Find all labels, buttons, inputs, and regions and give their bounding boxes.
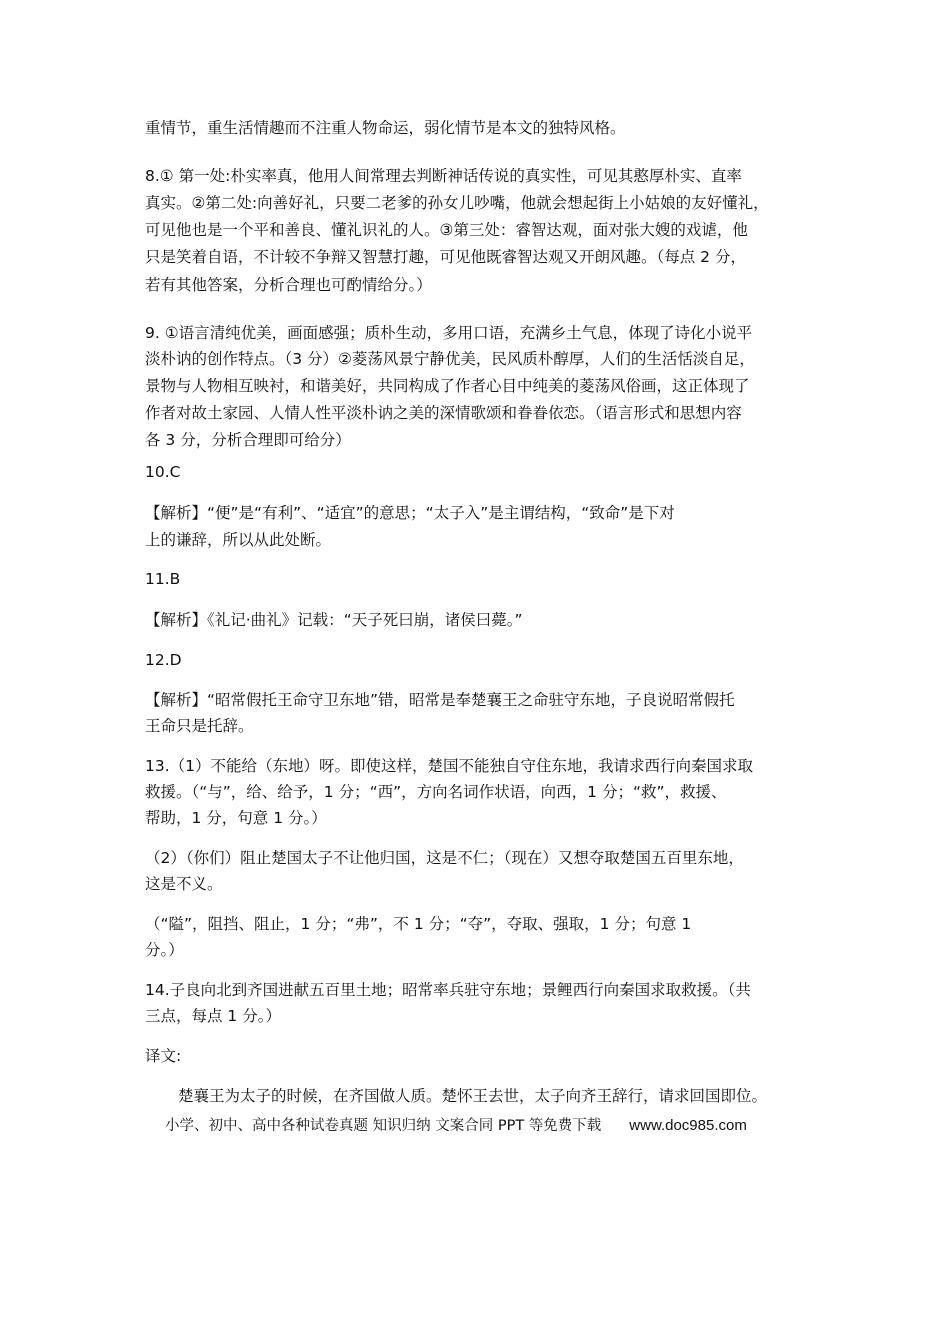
answer-12: 12.D [145,651,182,669]
answer-13-2-line: 这是不义。 [145,875,223,893]
answer-9-line: 各 3 分，分析合理即可给分） [145,431,351,449]
answer-8-line: 真实。②第二处:向善好礼，只要二老爹的孙女儿吵嘴，他就会想起街上小姑娘的友好懂礼， [145,194,769,212]
analysis-11-line: 【解析】《礼记·曲礼》记载：“天子死曰崩，诸侯曰薨。” [145,611,523,629]
answer-8-line: 若有其他答案，分析合理也可酌情给分。） [145,276,432,294]
answer-8-line: 8.① 第一处:朴实率真，他用人间常理去判断神话传说的真实性，可见其憨厚朴实、直率 [145,167,742,185]
text-line: 重情节，重生活情趣而不注重人物命运，弱化情节是本文的独特风格。 [145,119,626,137]
footer-url-link[interactable]: www.doc985.com [629,1117,747,1134]
translation-heading: 译文: [145,1047,182,1065]
answer-11: 11.B [145,570,181,588]
answer-14-line: 三点，每点 1 分。） [145,1007,281,1025]
answer-13-line: 13.（1）不能给（东地）呀。即使这样，楚国不能独自守住东地，我请求西行向秦国求取 [145,757,754,775]
answer-8-line: 可见他也是一个平和善良、懂礼识礼的人。③第三处：睿智达观，面对张大嫂的戏谑，他 [145,221,748,239]
answer-9-line: 景物与人物相互映衬，和谐美好，共同构成了作者心目中纯美的菱荡风俗画，这正体现了 [145,377,750,395]
translation-line: 楚襄王为太子的时候，在齐国做人质。楚怀王去世，太子向齐王辞行，请求回国即位。 [178,1087,768,1105]
analysis-10-line: 上的谦辞，所以从此处断。 [145,531,332,549]
answer-9-line: 9. ①语言清纯优美，画面感强；质朴生动，多用口语，充满乡土气息，体现了诗化小说平 [145,324,753,342]
answer-9-line: 淡朴讷的创作特点。（3 分）②菱荡风景宁静优美，民风质朴醇厚，人们的生活恬淡自足， [145,350,755,368]
answer-13-line: 救援。（“与”，给、给予，1 分；“西”，方向名词作状语，向西，1 分；“救”，救援、 [145,783,727,801]
page-footer [165,1116,747,1136]
answer-13-2-line: （“隘”，阻挡、阻止，1 分；“弗”，不 1 分；“夺”，夺取、强取，1 分；句意 1 [145,915,692,933]
answer-9-line: 作者对故土家园、人情人性平淡朴讷之美的深情歌颂和眷眷依恋。（语言形式和思想内容 [145,404,742,422]
analysis-12-line: 王命只是托辞。 [145,717,254,735]
analysis-10-line: 【解析】“便”是“有利”、“适宜”的意思；“太子入”是主谓结构，“致命”是下对 [145,504,675,522]
analysis-12-line: 【解析】“昭常假托王命守卫东地”错，昭常是奉楚襄王之命驻守东地，子良说昭常假托 [145,691,735,709]
answer-13-line: 帮助，1 分，句意 1 分。） [145,809,327,827]
footer-text: 小学、初中、高中各种试卷真题 知识归纳 文案合同 PPT 等免费下载 [165,1118,602,1134]
answer-8-line: 只是笑着自语，不计较不争辩又智慧打趣，可见他既睿智达观又开朗风趣。（每点 2 分， [145,248,746,266]
answer-10: 10.C [145,463,181,481]
answer-14-line: 14.子良向北到齐国进献五百里土地；昭常率兵驻守东地；景鲤西行向秦国求取救援。（共 [145,981,751,999]
answer-13-2-line: 分。） [145,941,184,959]
answer-13-2-line: （2）（你们）阻止楚国太子不让他归国，这是不仁；（现在）又想夺取楚国五百里东地， [145,849,744,867]
